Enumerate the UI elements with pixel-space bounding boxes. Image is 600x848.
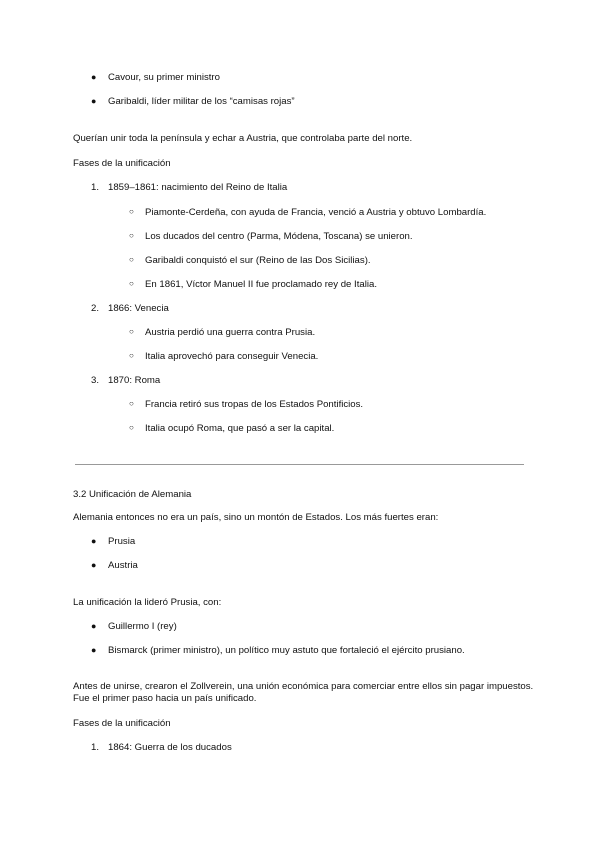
paragraph: Alemania entonces no era un país, sino un montón de Estados. Los más fuertes eran: <box>73 512 439 523</box>
section-subheading: Fases de la unificación <box>73 158 171 169</box>
paragraph: Fue el primer paso hacia un país unificado. <box>73 693 257 704</box>
sub-list-item: Los ducados del centro (Parma, Módena, Toscana) se unieron. <box>145 231 413 242</box>
phase-label: 1866: Venecia <box>108 303 169 314</box>
sub-list-item: Garibaldi conquistó el sur (Reino de las Dos Sicilias). <box>145 255 371 266</box>
sub-list-item: Francia retiró sus tropas de los Estados Pontificios. <box>145 399 364 410</box>
circle-marker: ○ <box>129 207 134 216</box>
sub-list-item: En 1861, Víctor Manuel II fue proclamado rey de Italia. <box>145 279 377 290</box>
sub-list-item: Piamonte-Cerdeña, con ayuda de Francia, venció a Austria y obtuvo Lombardía. <box>145 207 487 218</box>
bullet-marker: ● <box>91 72 97 82</box>
circle-marker: ○ <box>129 255 134 264</box>
sub-list-item: Italia ocupó Roma, que pasó a ser la capital. <box>145 423 335 434</box>
phase-label: 1859–1861: nacimiento del Reino de Italia <box>108 182 288 193</box>
paragraph: Querían unir toda la península y echar a Austria, que controlaba parte del norte. <box>73 133 413 144</box>
list-number: 3. <box>91 375 100 386</box>
bullet-marker: ● <box>91 96 97 106</box>
list-item: Austria <box>108 560 138 571</box>
bullet-marker: ● <box>91 645 97 655</box>
circle-marker: ○ <box>129 351 134 360</box>
list-number: 2. <box>91 303 100 314</box>
bullet-marker: ● <box>91 621 97 631</box>
phase-label: 1870: Roma <box>108 375 161 386</box>
bullet-marker: ● <box>91 560 97 570</box>
circle-marker: ○ <box>129 279 134 288</box>
list-item: Garibaldi, líder militar de los “camisas rojas” <box>108 96 295 107</box>
list-item: Bismarck (primer ministro), un político muy astuto que fortaleció el ejército prusiano. <box>108 645 465 656</box>
paragraph: Antes de unirse, crearon el Zollverein, una unión económica para comerciar entre ellos sin pagar impuestos. <box>73 681 534 692</box>
list-item: Cavour, su primer ministro <box>108 72 220 83</box>
horizontal-divider <box>75 464 524 465</box>
phase-label: 1864: Guerra de los ducados <box>108 742 232 753</box>
bullet-marker: ● <box>91 536 97 546</box>
circle-marker: ○ <box>129 423 134 432</box>
sub-list-item: Italia aprovechó para conseguir Venecia. <box>145 351 319 362</box>
paragraph: La unificación la lideró Prusia, con: <box>73 597 222 608</box>
list-item: Prusia <box>108 536 136 547</box>
circle-marker: ○ <box>129 327 134 336</box>
sub-list-item: Austria perdió una guerra contra Prusia. <box>145 327 316 338</box>
list-number: 1. <box>91 742 100 753</box>
list-number: 1. <box>91 182 100 193</box>
list-item: Guillermo I (rey) <box>108 621 177 632</box>
circle-marker: ○ <box>129 231 134 240</box>
section-heading: 3.2 Unificación de Alemania <box>73 489 192 500</box>
section-subheading: Fases de la unificación <box>73 718 171 729</box>
circle-marker: ○ <box>129 399 134 408</box>
